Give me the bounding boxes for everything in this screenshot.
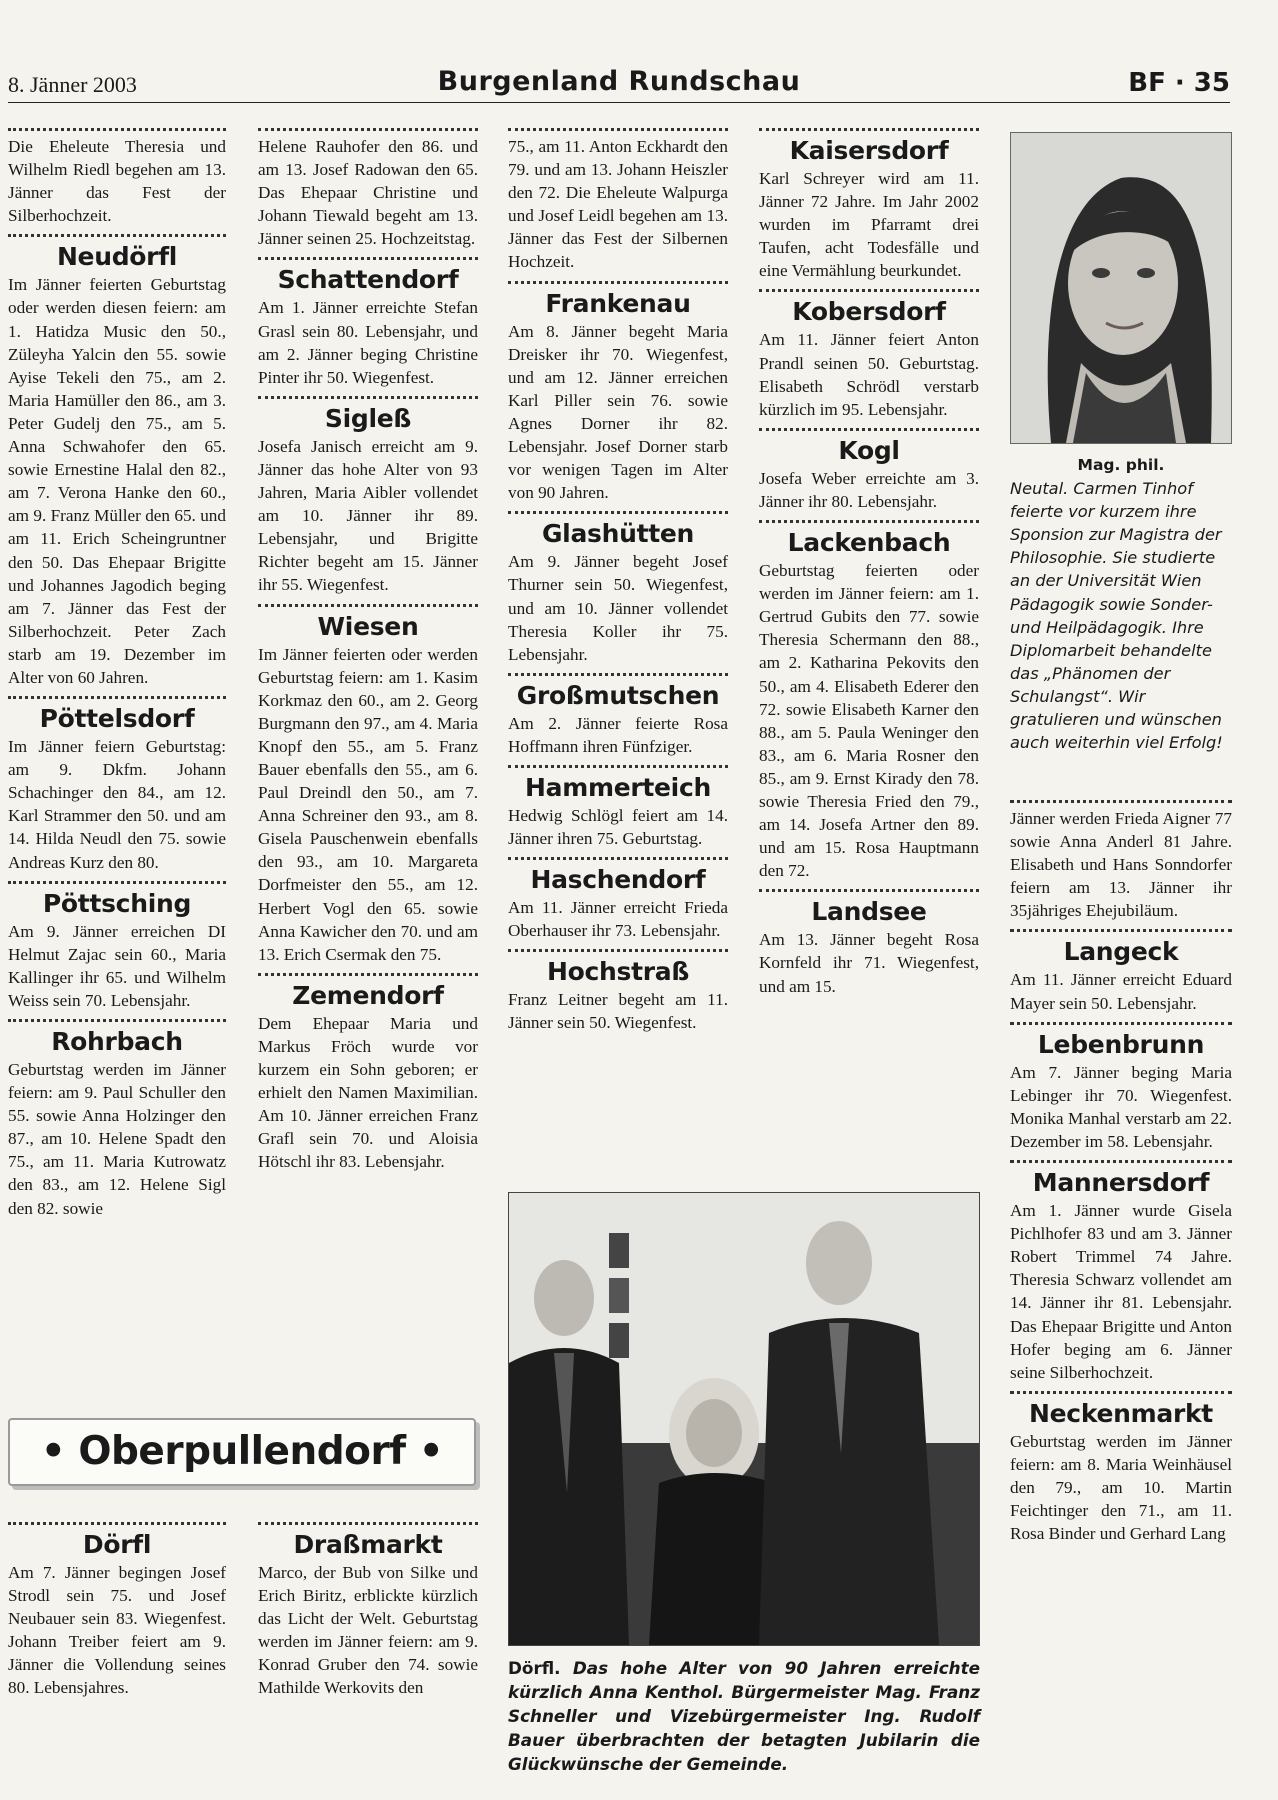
portrait-caption [1010,454,1232,754]
article-title: Glashütten [541,519,695,549]
article [8,881,226,1012]
lower-column-2 [258,1522,478,1700]
article-text: Im Jänner feierten Geburtstag oder werden diesen feiern: am 1. Hatidza Music den 50., Züleyha Yalcin den 55. sowie Ayise Tekeli den 75., am 2. Maria Hamüller den 86., am 3. Peter Gudelj den 75., am 5. Anna Schwahofer den 65. sowie Ernestine Halal den 82., am 7. Verona Hanke den 60., am 9. Franz Müller den 65. und am 11. Erich Scheingruntner den 50. Das Ehepaar Brigitte und Johannes Jagodich beging am 7. Jänner das Fest der Silberhochzeit. Peter Zach starb am 19. Dezember im Alter von 60 Jahren. [8,275,226,687]
article-text: 75., am 11. Anton Eckhardt den 79. und am 13. Johann Heiszler den 72. Die Eheleute Walpurga und Josef Leidl begehen am 13. Jänner das Fest der Silbernen Hochzeit. [508,137,728,272]
article [759,128,979,282]
article-text: Am 1. Jänner erreichte Stefan Grasl sein 80. Lebensjahr, und am 2. Jänner beging Christine Pinter ihr 50. Wiegenfest. [258,298,478,387]
article [508,857,728,942]
article-title: Kobersdorf [792,297,946,327]
article-title: Sigleß [324,403,412,433]
article [508,949,728,1034]
lower-column-1 [8,1522,226,1700]
article-text: Die Eheleute Theresia und Wilhelm Riedl begehen am 13. Jänner das Fest der Silberhochzeit. [8,137,226,226]
article [759,428,979,513]
article [1010,929,1232,1014]
article [508,765,728,850]
article [508,511,728,665]
article-text: Am 9. Jänner begeht Josef Thurner sein 50. Wiegenfest, und am 10. Jänner vollendet Theresia Koller ihr 75. Lebensjahr. [508,552,728,664]
article [258,396,478,597]
page-number: BF · 35 [1128,68,1230,98]
article-text: Marco, der Bub von Silke und Erich Biritz, erblickte kürzlich das Licht der Welt. Geburtstag werden im Jänner feiern: am 9. Konrad Gruber den 74. sowie Mathilde Werkovits den [258,1563,478,1698]
column-4 [759,128,979,998]
article-text: Am 7. Jänner beging Maria Lebinger ihr 70. Wiegenfest. Monika Manhal verstarb am 22. Dezember im 58. Lebensjahr. [1010,1062,1232,1151]
article-text: Am 11. Jänner feiert Anton Prandl seinen 50. Geburtstag. Elisabeth Schrödl verstarb kürzlich im 95. Lebensjahr. [759,330,979,419]
group-photo [508,1192,980,1646]
article [759,289,979,420]
article-text: Geburtstag werden im Jänner feiern: am 9. Paul Schuller den 55. sowie Anna Holzinger den 87., am 10. Helene Spadt den 75., am 11. Maria Kutrowatz den 83., am 12. Helene Sigl den 82. sowie [8,1060,226,1218]
article [508,128,728,274]
column-3 [508,128,728,1035]
article-text: Am 11. Jänner erreicht Eduard Mayer sein 50. Lebensjahr. [1010,970,1232,1013]
photo-caption-text: Das hohe Alter von 90 Jahren erreichte kürzlich Anna Kenthol. Bürgermeister Mag. Franz Schneller und Vizebürgermeister Ing. Rudolf Bauer überbrachten der betagten Jubilarin die Glückwünsche der Gemeinde. [508,1658,980,1774]
column-1 [8,128,226,1220]
issue-date: 8. Jänner 2003 [8,72,137,97]
article-title: Dörfl [82,1530,152,1559]
article-text: Dem Ehepaar Maria und Markus Fröch wurde vor kurzem ein Sohn geboren; er erhielt den Namen Maximilian. Am 10. Jänner erreichen Franz Grafl sein 70. und Aloisia Hötschl ihr 83. Lebensjahr. [258,1013,478,1172]
article [759,889,979,997]
article [1010,1022,1232,1153]
article [258,128,478,250]
article-title: Haschendorf [530,865,706,895]
article [1010,1160,1232,1384]
article [8,1019,226,1220]
region-banner: • Oberpullendorf • [8,1418,476,1486]
photo-caption-lead: Dörfl. [508,1658,561,1678]
article-title: Großmutschen [516,680,720,710]
article-title: Kaisersdorf [789,136,949,165]
article-text: Jänner werden Frieda Aigner 77 sowie Anna Anderl 81 Jahre. Elisabeth und Hans Sonndorfer feiern am 13. Jänner ihr 35jähriges Ehejubiläum. [1010,809,1232,921]
article-title: Rohrbach [51,1027,183,1056]
article [508,673,728,758]
article-text: Josefa Janisch erreicht am 9. Jänner das hohe Alter von 93 Jahren, Maria Aibler vollendet am 10. Jänner ihr 89. Lebensjahr, und Brigitte Richter begeht am 15. Jänner ihr 55. Wiegenfest. [258,436,478,595]
article-title: Pöttsching [42,888,192,918]
article-text: Josefa Weber erreichte am 3. Jänner ihr 80. Lebensjahr. [759,468,979,511]
group-photo-image [509,1193,979,1645]
article-text: Helene Rauhofer den 86. und am 13. Josef Radowan den 65. Das Ehepaar Christine und Johann Tiewald begeht am 13. Jänner seinen 25. Hochzeitstag. [258,137,478,249]
article [258,973,478,1174]
article [759,520,979,882]
article-text: Geburtstag werden im Jänner feiern: am 8. Maria Weinhäusel den 79., am 10. Martin Feichtinger den 71., am 11. Rosa Binder und Gerhard Lang [1010,1431,1232,1544]
article-text: Am 11. Jänner erreicht Frieda Oberhauser ihr 73. Lebensjahr. [508,898,728,941]
article-title: Schattendorf [277,265,459,295]
article-title: Draßmarkt [293,1530,443,1559]
page-header [8,62,1230,103]
article [8,128,226,227]
article [258,604,478,966]
article-text: Karl Schreyer wird am 11. Jänner 72 Jahre. Im Jahr 2002 wurden im Pfarramt drei Taufen, acht Todesfälle und eine Vermählung beurkundet. [759,169,979,281]
column-5 [1010,800,1232,1545]
article-title: Lebenbrunn [1037,1029,1205,1059]
article [258,1522,478,1700]
article-title: Lackenbach [787,528,951,558]
article-title: Neudörfl [56,242,178,272]
article [8,696,226,874]
article-text: Hedwig Schlögl feiert am 14. Jänner ihren 75. Geburtstag. [508,805,728,849]
article-title: Pöttelsdorf [39,704,195,734]
article-title: Frankenau [545,288,691,318]
article-title: Mannersdorf [1032,1168,1210,1198]
article-text: Am 8. Jänner begeht Maria Dreisker ihr 70. Wiegenfest, und am 12. Jänner erreichen Karl Piller sein 76. sowie Agnes Dorner ihr 82. Lebensjahr. Josef Dorner starb vor wenigen Tagen im Alter von 90 Jahren. [508,321,728,503]
portrait-caption-text: Neutal. Carmen Tinhof feierte vor kurzem ihre Sponsion zur Magistra der Philosophie. Sie studierte an der Universität Wien Pädagogik sowie Sonder- und Heilpädagogik. Ihre Diplomarbeit behandelte das „Phänomen der Schulangst“. Wir gratulieren und wünschen auch weiterhin viel Erfolg! [1010,479,1223,753]
article-text: Im Jänner feierten oder werden Geburtstag feiern: am 1. Kasim Korkmaz den 60., am 2. Georg Burgmann den 97., am 4. Maria Knopf den 55., am 5. Franz Bauer ebenfalls den 55., am 6. Paul Dreindl den 50., am 7. Anna Schreiner den 93., am 8. Gisela Pauschenwein ebenfalls den 93., am 10. Margareta Dorfmeister den 55., am 12. Herbert Vogl den 65. sowie Anna Kawicher den 70. und am 13. Erich Csermak den 75. [258,644,478,964]
article-title: Hammerteich [525,772,711,802]
article-text: Am 9. Jänner erreichen DI Helmut Zajac sein 60., Maria Kallinger ihr 65. und Wilhelm Weiss sein 70. Lebensjahr. [8,921,226,1010]
article-text: Am 1. Jänner wurde Gisela Pichlhofer 83 und am 3. Jänner Robert Trimmel 74 Jahre. Theresia Schwarz vollendet am 14. Jänner ihr 81. Lebensjahr. Das Ehepaar Brigitte und Anton Hofer beging am 6. Jänner seine Silberhochzeit. [1010,1201,1232,1382]
article-title: Langeck [1063,937,1179,967]
article [258,257,478,388]
portrait-caption-title: Mag. phil. [1077,456,1165,474]
article-text: Am 13. Jänner begeht Rosa Kornfeld ihr 71. Wiegenfest, und am 15. [759,930,979,996]
article-title: Kogl [838,435,900,465]
article [8,234,226,689]
article [508,281,728,505]
newspaper-title: Burgenland Rundschau [437,66,801,97]
article-text: Franz Leitner begeht am 11. Jänner sein 50. Wiegenfest. [508,990,728,1033]
column-2 [258,128,478,1173]
article-title: Neckenmarkt [1029,1398,1213,1428]
article-title: Zemendorf [292,980,444,1010]
woman-portrait-image [1011,133,1231,443]
article-text: Am 2. Jänner feierte Rosa Hoffmann ihren Fünfziger. [508,713,728,756]
article-text: Im Jänner feiern Geburtstag: am 9. Dkfm. Johann Schachinger den 84., am 12. Karl Strammer den 50. und am 14. Hilda Neudl den 75. sowie Andreas Kurz den 80. [8,737,226,872]
article-title: Landsee [811,897,927,927]
article-text: Geburtstag feierten oder werden im Jänner feiern: am 1. Gertrud Gubits den 77. sowie Theresia Schermann den 88., am 2. Katharina Pekovits den 50., am 4. Elisabeth Ederer den 72. sowie Elisabeth Karner den 88., am 5. Paula Weninger den 83., am 6. Maria Rosner den 85., am 9. Ernst Kirady den 78. sowie Theresia Fried den 79., am 14. Josefa Artner den 89. und am 15. Rosa Hauptmann den 72. [759,561,979,881]
photo-caption [508,1656,980,1776]
article-title: Wiesen [317,611,419,641]
article-text: Am 7. Jänner begingen Josef Strodl sein 75. und Josef Neubauer sein 83. Wiegenfest. Johann Treiber feiert am 9. Jänner die Vollendung seines 80. Lebensjahres. [8,1563,226,1698]
article [1010,800,1232,922]
article-title: Hochstraß [546,957,690,987]
portrait-photo [1010,132,1232,444]
article [8,1522,226,1700]
article [1010,1391,1232,1545]
